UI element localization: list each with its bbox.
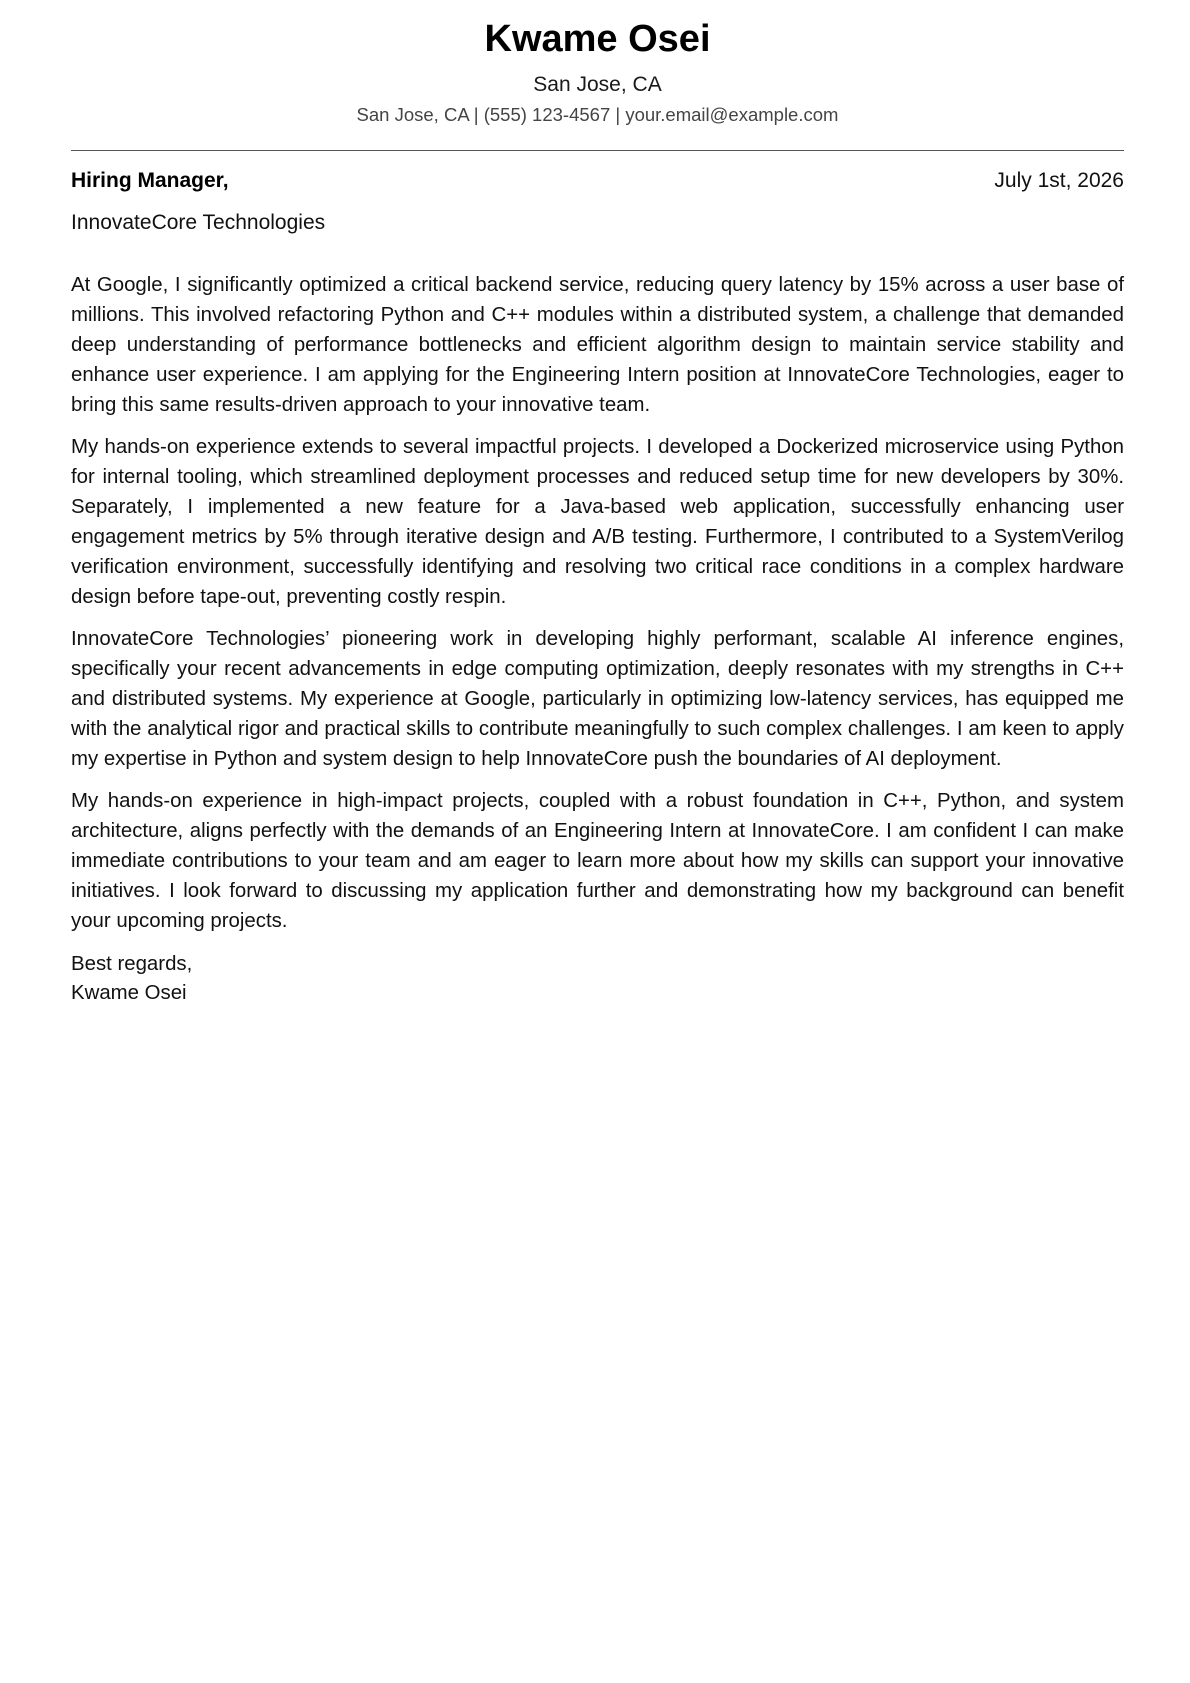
letter-header: [71, 14, 1124, 127]
contact-line: San Jose, CA | (555) 123-4567 | your.email@example.com: [356, 104, 839, 125]
letter-closing: [71, 950, 1124, 1008]
body-paragraph-2: My hands-on experience extends to several impactful projects. I developed a Dockerized microservice using Python for internal tooling, which streamlined deployment processes and reduced setup time for new developers by 30%. Separately, I implemented a new feature for a Java-based web application, successfully enhancing user engagement metrics by 5% through iterative design and A/B testing. Furthermore, I contributed to a SystemVerilog verification environment, successfully identifying and resolving two critical race conditions in a complex hardware design before tape-out, preventing costly respin.: [71, 436, 1124, 608]
letter-body: [71, 270, 1124, 936]
body-paragraph-1: At Google, I significantly optimized a critical backend service, reducing query latency by 15% across a user base of millions. This involved refactoring Python and C++ modules within a distributed system, a challenge that demanded deep understanding of performance bottlenecks and efficient algorithm design to maintain service stability and enhance user experience. I am applying for the Engineering Intern position at InnovateCore Technologies, eager to bring this same results-driven approach to your innovative team.: [71, 274, 1124, 416]
closing-phrase: Best regards,: [71, 953, 193, 975]
recipient-salutation: Hiring Manager,: [71, 169, 229, 192]
cover-letter-page: [71, 0, 1124, 1008]
signature-name: Kwame Osei: [71, 982, 187, 1004]
company-name: InnovateCore Technologies: [71, 211, 326, 234]
header-divider: [71, 150, 1124, 151]
letter-date: July 1st, 2026: [994, 169, 1124, 192]
applicant-location: San Jose, CA: [533, 73, 662, 96]
body-paragraph-4: My hands-on experience in high-impact projects, coupled with a robust foundation in C++, Python, and system architecture, aligns perfectly with the demands of an Engineering Intern at InnovateCore. I am confident I can make immediate contributions to your team and am eager to learn more about how my skills can support your innovative initiatives. I look forward to discussing my application further and demonstrating how my background can benefit your upcoming projects.: [71, 790, 1124, 932]
body-paragraph-3: InnovateCore Technologies’ pioneering work in developing highly performant, scalable AI inference engines, specifically your recent advancements in edge computing optimization, deeply resonates with my strengths in C++ and distributed systems. My experience at Google, particularly in optimizing low-latency services, has equipped me with the analytical rigor and practical skills to contribute meaningfully to such complex challenges. I am keen to apply my expertise in Python and system design to help InnovateCore push the boundaries of AI deployment.: [71, 628, 1124, 770]
applicant-name: Kwame Osei: [484, 18, 711, 60]
recipient-date-row: [71, 166, 1124, 196]
